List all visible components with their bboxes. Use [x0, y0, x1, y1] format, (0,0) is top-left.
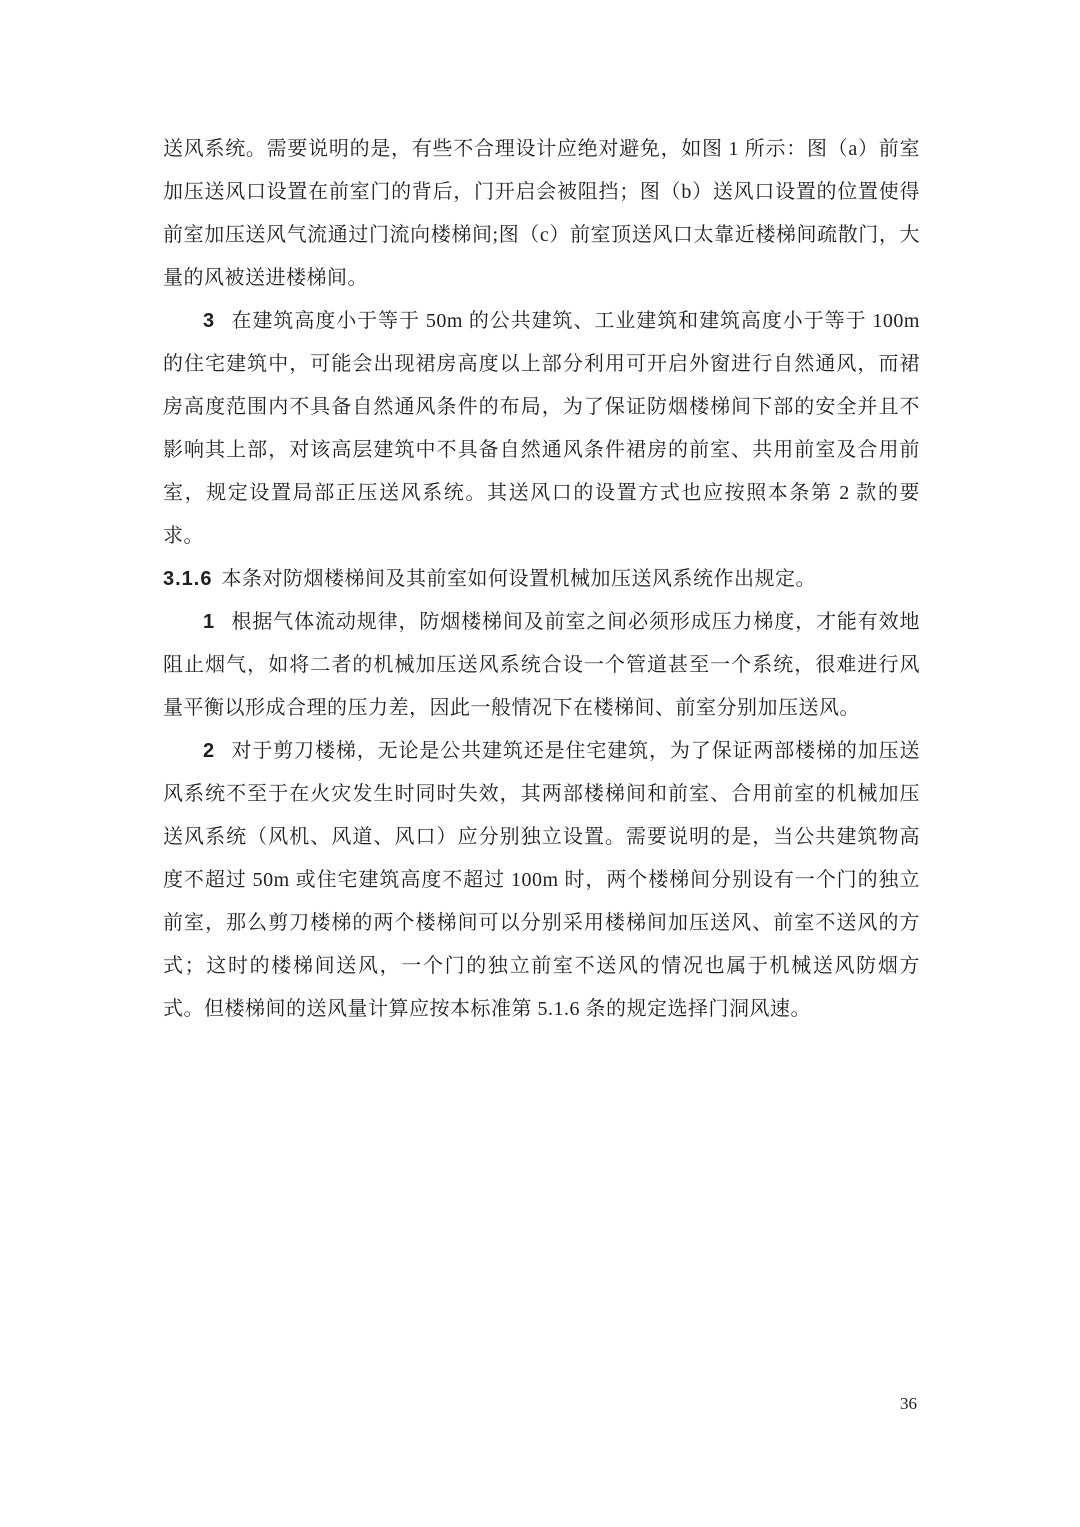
paragraph-clause-3-1-6 [163, 558, 920, 601]
item-number: 3 [203, 310, 216, 332]
item-number: 1 [203, 611, 216, 633]
paragraph-text: 在建筑高度小于等于 50m 的公共建筑、工业建筑和建筑高度小于等于 100m 的住宅建筑中，可能会出现裙房高度以上部分利用可开启外窗进行自然通风，而裙房高度范围内不具备自然通风条件的布局，为了保证防烟楼梯间下部的安全并且不影响其上部，对该高层建筑中不具备自然通风条件裙房的前室、共用前室及合用前室，规定设置局部正压送风系统。其送风口的设置方式也应按照本条第 2 款的要求。 [163, 310, 920, 547]
paragraph-continuation [163, 128, 920, 300]
paragraph-text: 送风系统。需要说明的是，有些不合理设计应绝对避免，如图 1 所示：图（a）前室加压送风口设置在前室门的背后，门开启会被阻挡；图（b）送风口设置的位置使得前室加压送风气流通过门流向楼梯间;图（c）前室顶送风口太靠近楼梯间疏散门，大量的风被送进楼梯间。 [163, 138, 920, 289]
paragraph-item-2 [163, 730, 920, 1031]
paragraph-text: 根据气体流动规律，防烟楼梯间及前室之间必须形成压力梯度，才能有效地阻止烟气，如将二者的机械加压送风系统合设一个管道甚至一个系统，很难进行风量平衡以形成合理的压力差，因此一般情况下在楼梯间、前室分别加压送风。 [163, 611, 920, 719]
paragraph-item-1 [163, 601, 920, 730]
paragraph-item-3 [163, 300, 920, 558]
document-body [163, 128, 920, 1031]
item-number: 2 [203, 740, 216, 762]
page-number: 36 [900, 1394, 917, 1413]
paragraph-text: 对于剪刀楼梯，无论是公共建筑还是住宅建筑，为了保证两部楼梯的加压送风系统不至于在火灾发生时同时失效，其两部楼梯间和前室、合用前室的机械加压送风系统（风机、风道、风口）应分别独立设置。需要说明的是，当公共建筑物高度不超过 50m 或住宅建筑高度不超过 100m 时，两个楼梯间分别设有一个门的独立前室，那么剪刀楼梯的两个楼梯间可以分别采用楼梯间加压送风、前室不送风的方式；这时的楼梯间送风，一个门的独立前室不送风的情况也属于机械送风防烟方式。但楼梯间的送风量计算应按本标准第 5.1.6 条的规定选择门洞风速。 [163, 740, 920, 1020]
paragraph-text: 本条对防烟楼梯间及其前室如何设置机械加压送风系统作出规定。 [221, 568, 816, 590]
clause-number: 3.1.6 [163, 568, 213, 590]
